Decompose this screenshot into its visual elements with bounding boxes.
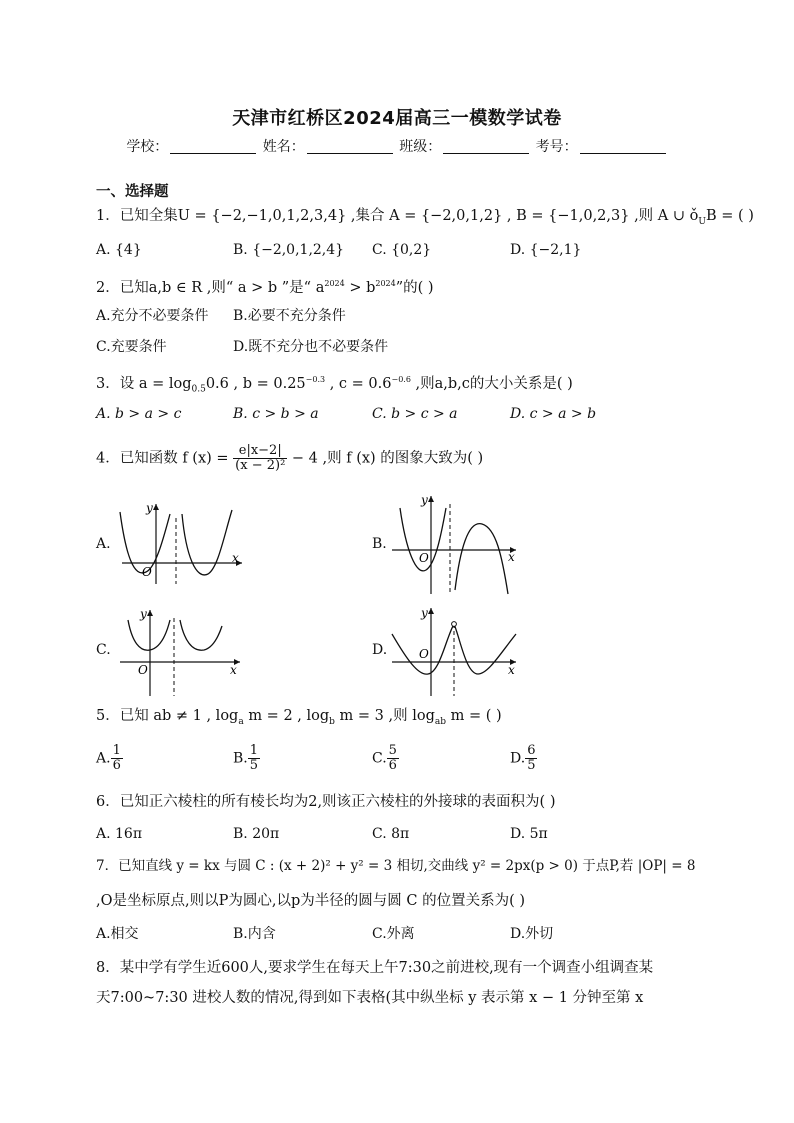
q7-option-b[interactable]: B.内含 xyxy=(233,926,276,942)
q1-tail: B = ( ) xyxy=(705,208,754,224)
q2-option-d[interactable]: D.既不充分也不必要条件 xyxy=(233,339,389,355)
q5-a-frac xyxy=(111,744,123,773)
q3-text-c: , c = 0.6 xyxy=(325,375,392,392)
q5-base-ab: ab xyxy=(434,716,446,727)
q7-option-c[interactable]: C.外离 xyxy=(372,926,415,942)
q5-d-frac xyxy=(525,744,537,773)
curve-left xyxy=(128,620,170,650)
q5-a-label: A. xyxy=(96,750,111,767)
curve-right xyxy=(455,524,508,594)
class-blank[interactable] xyxy=(443,139,529,154)
q3-option-c[interactable]: C. b > c > a xyxy=(372,406,458,422)
q4-option-a-label[interactable]: A. xyxy=(96,536,111,552)
y-arrow-icon xyxy=(147,610,153,616)
q5-option-b[interactable] xyxy=(233,744,260,773)
q4-numerator: e|x−2| xyxy=(233,444,287,459)
question-6-stem: 6．已知正六棱柱的所有棱长均为2,则该正六棱柱的外接球的表面积为( ) xyxy=(96,794,556,810)
school-blank[interactable] xyxy=(170,139,256,154)
name-label: 姓名： xyxy=(262,139,305,155)
q5-option-c[interactable] xyxy=(372,744,399,773)
q6-option-b[interactable]: B. 20π xyxy=(233,826,280,842)
q4-fraction xyxy=(233,444,287,473)
curve-left xyxy=(120,512,170,573)
question-3-stem xyxy=(96,370,573,400)
q5-option-d[interactable] xyxy=(510,744,537,773)
q4-graph-b[interactable] xyxy=(388,490,528,596)
origin-label: O xyxy=(419,647,429,661)
q4-graph-d[interactable] xyxy=(388,604,528,698)
question-4-stem xyxy=(96,444,483,473)
q5-mid-2: m = 3 ,则 log xyxy=(334,708,435,724)
q5-tail: m = ( ) xyxy=(446,708,502,724)
question-2-stem xyxy=(96,274,434,298)
q2-option-a[interactable]: A.充分不必要条件 xyxy=(96,308,209,324)
x-label: x xyxy=(232,551,239,565)
q1-option-b[interactable]: B. {−2,0,1,2,4} xyxy=(233,242,345,258)
origin-label: O xyxy=(138,663,148,677)
curve-right xyxy=(454,624,516,674)
q3-option-d[interactable]: D. c > a > b xyxy=(510,406,597,422)
curve-right xyxy=(182,510,232,575)
student-info-row xyxy=(0,136,794,156)
question-8-line-2: 天7:00~7:30 进校人数的情况,得到如下表格(其中纵坐标 y 表示第 x − 1 分钟至第 x xyxy=(96,990,644,1006)
q5-b-label: B. xyxy=(233,750,248,767)
numerator: 1 xyxy=(112,743,121,758)
q2-exp-b: 2024 xyxy=(375,279,396,288)
q1-option-a[interactable]: A. {4} xyxy=(96,242,142,258)
q4-text-a: 4．已知函数 f (x) = xyxy=(96,450,234,467)
x-label: x xyxy=(508,663,515,677)
q6-option-c[interactable]: C. 8π xyxy=(372,826,410,842)
q3-option-a[interactable]: A. b > a > c xyxy=(96,406,182,422)
q2-option-b[interactable]: B.必要不充分条件 xyxy=(233,308,346,324)
numerator: 5 xyxy=(388,743,397,758)
y-label: y xyxy=(421,606,428,620)
q2-mid: > b xyxy=(344,279,376,296)
origin-label: O xyxy=(419,551,429,565)
y-arrow-icon xyxy=(428,496,434,502)
q3-exp-b: −0.3 xyxy=(305,375,326,384)
y-label: y xyxy=(140,607,147,621)
y-arrow-icon xyxy=(428,608,434,614)
y-arrow-icon xyxy=(153,504,159,510)
section-heading: 一、选择题 xyxy=(96,184,169,200)
q5-d-label: D. xyxy=(510,750,526,767)
q5-mid-1: m = 2 , log xyxy=(243,708,330,724)
q6-option-d[interactable]: D. 5π xyxy=(510,826,548,842)
q3-text-d: ,则a,b,c的大小关系是( ) xyxy=(410,375,573,392)
q2-tail: ”的( ) xyxy=(395,279,434,296)
q4-option-d-label[interactable]: D. xyxy=(372,642,388,658)
question-8-line-1: 8．某中学有学生近600人,要求学生在每天上午7:30之前进校,现有一个调查小组调查某 xyxy=(96,960,654,976)
x-label: x xyxy=(230,663,237,677)
q5-c-label: C. xyxy=(372,750,387,767)
q5-base-a: a xyxy=(238,716,244,727)
question-1-stem xyxy=(96,206,754,232)
curve-right xyxy=(180,620,222,650)
q1-option-c[interactable]: C. {0,2} xyxy=(372,242,432,258)
question-7-line-1: 7．已知直线 y = kx 与圆 C : (x + 2)² + y² = 3 相切,交曲线 y² = 2px(p > 0) 于点P,若 |OP| = 8 xyxy=(96,858,696,874)
number-label: 考号： xyxy=(535,139,578,155)
q4-denominator: (x − 2)² xyxy=(235,458,286,473)
q5-option-a[interactable] xyxy=(96,744,123,773)
open-point-icon xyxy=(452,622,457,627)
q6-option-a[interactable]: A. 16π xyxy=(96,826,143,842)
name-blank[interactable] xyxy=(307,139,393,154)
q3-exp-c: −0.6 xyxy=(391,375,411,384)
school-label: 学校： xyxy=(126,139,169,155)
y-label: y xyxy=(421,493,428,507)
q3-text-a: 3．设 a = log xyxy=(96,375,192,392)
q1-option-d[interactable]: D. {−2,1} xyxy=(510,242,582,258)
number-blank[interactable] xyxy=(580,139,666,154)
numerator: 1 xyxy=(249,743,259,758)
q4-graph-c[interactable] xyxy=(112,604,252,698)
denominator: 6 xyxy=(388,758,397,773)
q3-option-b[interactable]: B. c > b > a xyxy=(233,406,319,422)
y-label: y xyxy=(146,501,153,515)
q7-option-a[interactable]: A.相交 xyxy=(96,926,139,942)
q5-base-b: b xyxy=(329,716,335,727)
q3-text-b: 0.6 , b = 0.25 xyxy=(205,375,306,392)
q1-text: 1．已知全集U = {−2,−1,0,1,2,3,4} ,集合 A = {−2,0,1,2} , B = {−1,0,2,3} ,则 A ∪ ǒ xyxy=(96,208,699,224)
question-5-stem xyxy=(96,706,502,732)
q4-graph-a[interactable] xyxy=(112,496,252,586)
question-7-line-2: ,O是坐标原点,则以P为圆心,以p为半径的圆与圆 C 的位置关系为( ) xyxy=(96,893,525,909)
class-label: 班级： xyxy=(399,139,442,155)
q2-text: 2．已知a,b ∈ R ,则“ a > b ”是“ a xyxy=(96,279,325,296)
denominator: 5 xyxy=(527,758,536,773)
q5-b-frac xyxy=(248,744,260,773)
q4-option-b-label[interactable]: B. xyxy=(372,536,387,552)
q3-log-base: 0.5 xyxy=(191,384,206,395)
exam-title: 天津市红桥区2024届高三一模数学试卷 xyxy=(232,108,562,129)
x-label: x xyxy=(508,550,515,564)
q5-text: 5．已知 ab ≠ 1 , log xyxy=(96,708,239,724)
q5-c-frac xyxy=(387,744,399,773)
q2-exp-a: 2024 xyxy=(324,279,345,288)
q7-option-d[interactable]: D.外切 xyxy=(510,926,554,942)
denominator: 5 xyxy=(249,758,259,773)
q2-option-c[interactable]: C.充要条件 xyxy=(96,339,167,355)
q4-text-b: − 4 ,则 f (x) 的图象大致为( ) xyxy=(287,450,484,467)
origin-label: O xyxy=(142,565,152,579)
denominator: 6 xyxy=(112,758,121,773)
q4-option-c-label[interactable]: C. xyxy=(96,642,111,658)
numerator: 6 xyxy=(527,743,536,758)
q1-sub: U xyxy=(698,216,706,227)
